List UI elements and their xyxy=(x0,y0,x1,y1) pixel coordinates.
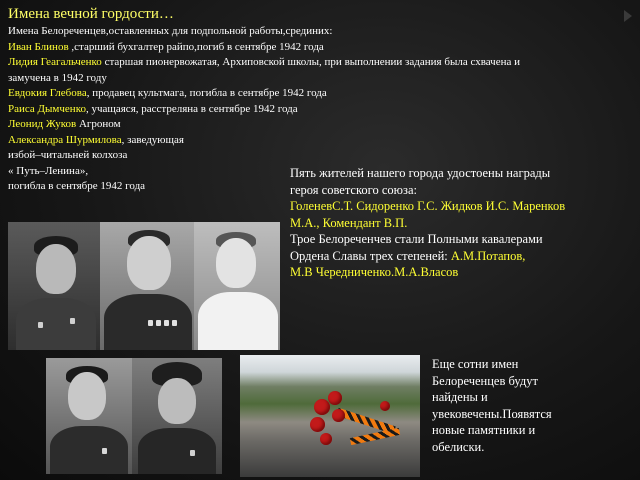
uniform xyxy=(16,298,96,350)
person-desc-cont: избой–читальней колхоза xyxy=(8,149,128,161)
portrait-man-white-shirt xyxy=(194,222,280,350)
glory-names: М.В Чередниченко.М.А.Власов xyxy=(290,265,459,279)
face xyxy=(127,236,171,290)
uniform xyxy=(138,428,216,474)
person-entry xyxy=(8,40,608,56)
uniform xyxy=(50,426,128,474)
award-line: Пять жителей нашего города удостоены награды xyxy=(290,166,551,180)
award-text-block xyxy=(290,165,625,281)
portrait-soldier-1 xyxy=(8,222,102,350)
person-desc: Агроном xyxy=(76,118,121,130)
portrait-soldier-3 xyxy=(132,358,222,474)
person-name: Лидия Геагальченко xyxy=(8,56,102,68)
intro-line: Имена Белореченцев,оставленных для подпольной работы,срединих: xyxy=(8,25,333,37)
person-name: Раиса Дымченко xyxy=(8,102,86,115)
slide-title: Имена вечной гордости… xyxy=(8,6,174,22)
heroes-names: ГоленевС.Т. Сидоренко Г.С. Жидков И.С. Маренков xyxy=(290,199,566,213)
outro-line: найдены и xyxy=(432,390,488,404)
award-line: героя советского союза: xyxy=(290,182,417,197)
medal-icon xyxy=(156,320,161,326)
person-desc-cont: « Путь–Ленина», xyxy=(8,164,89,177)
medal-icon xyxy=(70,318,75,324)
portrait-officer xyxy=(100,222,196,350)
medal-icon xyxy=(172,320,177,326)
person-name: Иван Блинов xyxy=(8,40,69,53)
outro-line: новые памятники и xyxy=(432,423,536,437)
outro-text-block xyxy=(432,356,582,455)
person-desc: старшая пионервожатая, Архиповской школы, при выполнении задания была схвачена и xyxy=(101,56,521,68)
outro-line: Белореченцев будут xyxy=(432,373,538,388)
outro-line: увековечены.Появятся xyxy=(432,406,552,421)
person-desc-cont: замучена в 1942 году xyxy=(8,71,107,84)
red-rose xyxy=(314,399,330,415)
medal-icon xyxy=(164,320,169,326)
face xyxy=(68,372,106,420)
portrait-soldier-2 xyxy=(46,358,132,474)
award-line xyxy=(290,248,625,265)
heroes-names: М.А., Комендант В.П. xyxy=(290,215,408,230)
red-rose xyxy=(310,417,325,432)
person-desc: , заведующая xyxy=(121,133,184,146)
medal-icon xyxy=(148,320,153,326)
red-rose xyxy=(320,433,332,445)
person-entry xyxy=(8,86,608,102)
person-desc: , продавец культмага, погибла в сентябре 1942 года xyxy=(86,87,327,99)
person-name: Александра Шурмилова xyxy=(8,133,122,146)
red-rose xyxy=(332,409,345,422)
red-rose xyxy=(328,391,342,405)
person-desc: ,старший бухгалтер райпо,погиб в сентябре 1942 года xyxy=(68,40,324,53)
red-rose xyxy=(380,401,390,411)
face xyxy=(36,244,76,294)
person-entry xyxy=(8,117,608,133)
award-line: Трое Белореченчев стали Полными кавалерами xyxy=(290,232,543,246)
outro-line: обелиски. xyxy=(432,439,485,454)
white-shirt xyxy=(198,292,278,350)
photo-background xyxy=(240,355,420,477)
glory-names: А.М.Потапов, xyxy=(450,248,526,263)
face xyxy=(158,378,196,424)
outro-line: Еще сотни имен xyxy=(432,357,519,371)
award-line-text: Ордена Славы трех степеней: xyxy=(290,248,451,263)
medal-icon xyxy=(190,450,195,456)
face xyxy=(216,238,256,288)
next-arrow-icon[interactable] xyxy=(624,10,632,22)
person-name: Леонид Жуков xyxy=(8,118,77,130)
person-desc: , учащаяся, расстреляна в сентябре 1942 года xyxy=(85,102,298,115)
person-name: Евдокия Глебова xyxy=(8,87,87,99)
person-entry xyxy=(8,55,608,71)
medal-icon xyxy=(38,322,43,328)
memorial-flowers-photo xyxy=(240,355,420,477)
person-desc-cont: погибла в сентябре 1942 года xyxy=(8,180,146,192)
medal-icon xyxy=(102,448,107,454)
person-entry xyxy=(8,133,608,149)
person-entry xyxy=(8,102,608,118)
